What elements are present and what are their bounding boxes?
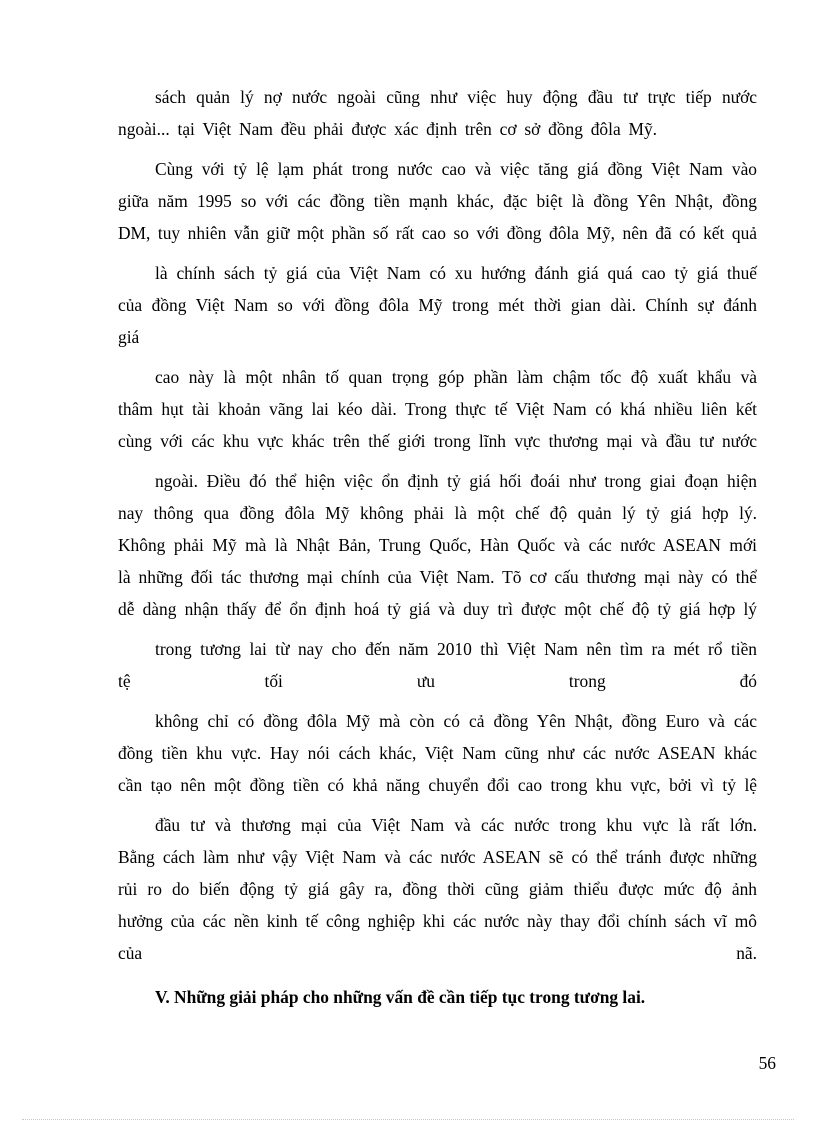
text-line: trong tương lai từ nay cho đến năm 2010 thì Việt Nam nên tìm ra mét rổ tiền: [155, 639, 757, 659]
text-line: thâm hụt tài khoản vãng lai kéo dài. Trong thực tế Việt Nam có khá nhiều liên kết: [118, 399, 757, 419]
text-line: Không phải Mỹ mà là Nhật Bản, Trung Quốc, Hàn Quốc và các nước ASEAN mới: [118, 535, 757, 555]
text-line: tệ tối ưu trong đó: [118, 671, 757, 691]
page-number: 56: [758, 1053, 776, 1073]
text-line: Bằng cách làm như vậy Việt Nam và các nước ASEAN sẽ có thể tránh được những: [118, 847, 757, 867]
section-heading: V. Những giải pháp cho những vấn đề cần tiếp tục trong tương lai.: [155, 987, 646, 1007]
text-line: đồng tiền khu vực. Hay nói cách khác, Việt Nam cũng như các nước ASEAN khác: [118, 743, 757, 763]
text-line: là những đối tác thương mại chính của Việt Nam. Tõ cơ cấu thương mại này có thể: [118, 567, 757, 587]
text-line: của nã.: [118, 943, 757, 963]
text-line: DM, tuy nhiên vẫn giữ một phần số rất cao so với đồng đôla Mỹ, nên đã có kết quả: [118, 223, 757, 243]
text-line: cần tạo nên một đồng tiền có khả năng chuyển đổi cao trong khu vực, bởi vì tỷ lệ: [118, 775, 757, 795]
text-line: cao này là một nhân tố quan trọng góp phần làm chậm tốc độ xuất khẩu và: [155, 367, 757, 387]
text-line: hưởng của các nền kinh tế công nghiệp khi các nước này thay đổi chính sách vĩ mô: [118, 911, 757, 931]
text-line: là chính sách tỷ giá của Việt Nam có xu hướng đánh giá quá cao tỷ giá thuế: [155, 263, 757, 283]
text-line: rủi ro do biến động tỷ giá gây ra, đồng thời cũng giảm thiểu được mức độ ảnh: [118, 879, 757, 899]
text-line: ngoài... tại Việt Nam đều phải được xác định trên cơ sở đồng đôla Mỹ.: [118, 119, 657, 139]
text-line: không chỉ có đồng đôla Mỹ mà còn có cả đồng Yên Nhật, đồng Euro và các: [155, 711, 757, 731]
text-line: cùng với các khu vực khác trên thế giới trong lĩnh vực thương mại và đầu tư nước: [118, 431, 757, 451]
text-line: Cùng với tỷ lệ lạm phát trong nước cao và việc tăng giá đồng Việt Nam vào: [155, 159, 757, 179]
text-line: nay thông qua đồng đôla Mỹ không phải là một chế độ quản lý tỷ giá hợp lý.: [118, 503, 757, 523]
text-line: đầu tư và thương mại của Việt Nam và các nước trong khu vực là rất lớn.: [155, 815, 757, 835]
text-line: dễ dàng nhận thấy để ổn định hoá tỷ giá và duy trì được một chế độ tỷ giá hợp lý: [118, 599, 757, 619]
text-line: giá: [118, 327, 140, 347]
text-line: giữa năm 1995 so với các đồng tiền mạnh khác, đặc biệt là đồng Yên Nhật, đồng: [118, 191, 757, 211]
text-line: ngoài. Điều đó thể hiện việc ổn định tỷ giá hối đoái như trong giai đoạn hiện: [155, 471, 757, 491]
page-bottom-rule: [22, 1119, 794, 1120]
text-line: sách quản lý nợ nước ngoài cũng như việc huy động đầu tư trực tiếp nước: [155, 87, 757, 107]
text-line: của đồng Việt Nam so với đồng đôla Mỹ trong mét thời gian dài. Chính sự đánh: [118, 295, 757, 315]
